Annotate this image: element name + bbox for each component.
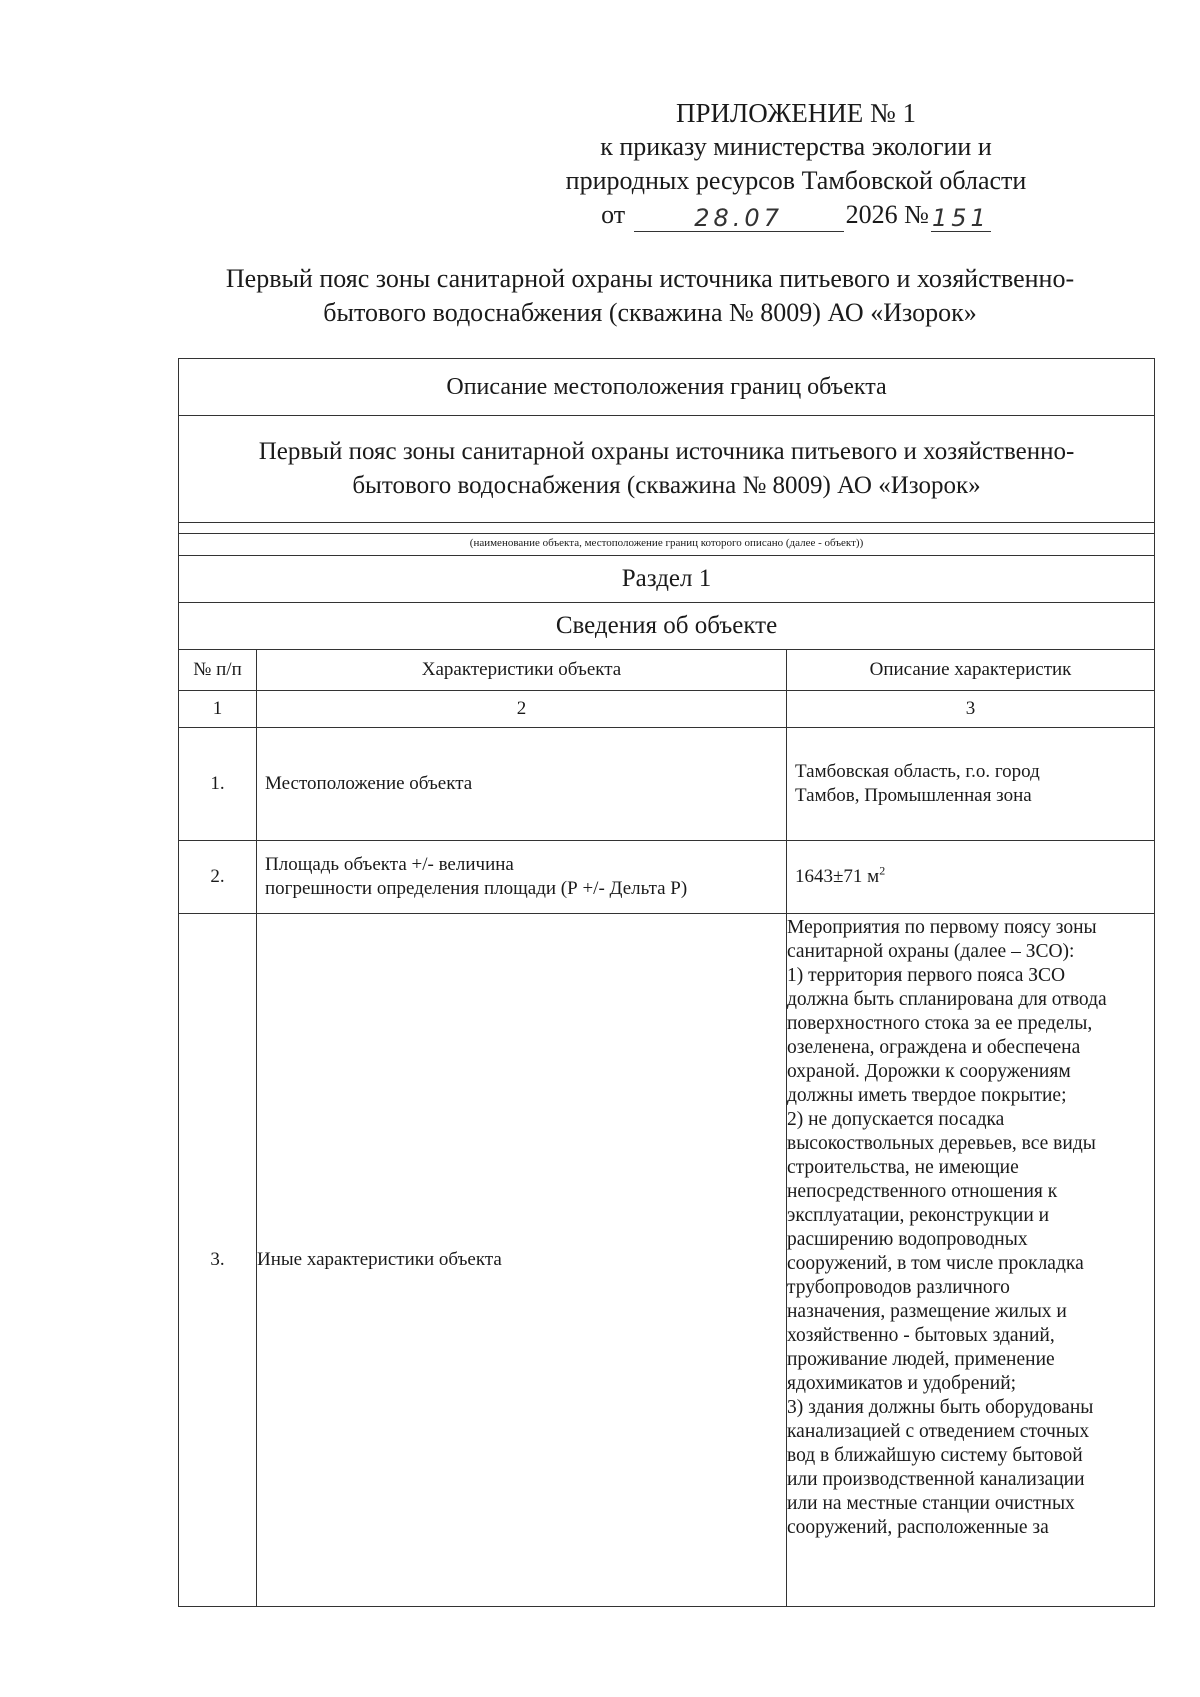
column-header-description: Описание характеристик (787, 650, 1155, 691)
description-line: поверхностного стока за ее пределы, (787, 1013, 1093, 1034)
table-header-row (179, 650, 1155, 691)
description-line: назначения, размещение жилых и (787, 1301, 1067, 1322)
document-title-line-1: Первый пояс зоны санитарной охраны источника питьевого и хозяйственно- (225, 264, 1075, 293)
handwritten-order-number: 151 (932, 204, 990, 232)
description-line: озеленена, ограждена и обеспечена (787, 1037, 1081, 1058)
row-number: 3. (179, 914, 257, 1607)
table-row (179, 728, 1155, 841)
characteristic-line: погрешности определения площади (Р +/- Дельта Р) (265, 878, 688, 899)
row-description (787, 914, 1155, 1607)
description-line: или производственной канализации (787, 1469, 1085, 1490)
description-line: вод в ближайшую систему бытовой (787, 1445, 1083, 1466)
row-number: 2. (179, 841, 257, 914)
description-line: сооружений, расположенные за (787, 1517, 1049, 1538)
description-line: 1) территория первого пояса ЗСО (787, 965, 1066, 986)
object-note-cell (179, 523, 1155, 556)
description-line: проживание людей, применение (787, 1349, 1055, 1370)
description-line: 2) не допускается посадка (787, 1109, 1005, 1130)
row-characteristic: Местоположение объекта (257, 728, 787, 841)
object-description-table (178, 358, 1155, 1607)
description-line: должны иметь твердое покрытие; (787, 1085, 1067, 1106)
column-header-number: № п/п (179, 650, 257, 691)
column-number-1: 1 (179, 691, 257, 728)
description-line: непосредственного отношения к (787, 1181, 1058, 1202)
order-line-1: к приказу министерства экологии и (600, 132, 992, 161)
description-line: Тамбов, Промышленная зона (795, 785, 1032, 806)
row-characteristic: Иные характеристики объекта (257, 914, 787, 1607)
date-prefix: от (601, 200, 626, 229)
order-date-line (536, 198, 1056, 232)
description-line: или на местные станции очистных (787, 1493, 1075, 1514)
table-row (179, 914, 1155, 1607)
description-line: 3) здания должны быть оборудованы (787, 1397, 1094, 1418)
description-line: охраной. Дорожки к сооружениям (787, 1061, 1071, 1082)
area-unit-exponent: 2 (879, 863, 886, 878)
table-row (179, 841, 1155, 914)
order-line-2: природных ресурсов Тамбовской области (565, 166, 1027, 195)
description-line: хозяйственно - бытовых зданий, (787, 1325, 1055, 1346)
column-number-3: 3 (787, 691, 1155, 728)
description-line: должна быть спланирована для отвода (787, 989, 1107, 1010)
description-line: эксплуатации, реконструкции и (787, 1205, 1050, 1226)
description-line: трубопроводов различного (787, 1277, 1010, 1298)
description-line: Мероприятия по первому поясу зоны (787, 917, 1097, 938)
description-line: сооружений, в том числе прокладка (787, 1253, 1084, 1274)
document-title (160, 262, 1140, 330)
description-line: ядохимикатов и удобрений; (787, 1373, 1017, 1394)
row-description (787, 728, 1155, 841)
object-name-line-2: бытового водоснабжения (скважина № 8009) АО «Изорок» (352, 472, 981, 499)
row-number: 1. (179, 728, 257, 841)
description-line: Тамбовская область, г.о. город (795, 761, 1040, 782)
object-name-cell (179, 416, 1155, 523)
description-line: канализацией с отведением сточных (787, 1421, 1090, 1442)
object-name-line-1: Первый пояс зоны санитарной охраны источника питьевого и хозяйственно- (258, 438, 1075, 465)
table-description-header: Описание местоположения границ объекта (179, 359, 1155, 416)
row-description (787, 841, 1155, 914)
area-value: 1643±71 м (795, 866, 880, 887)
section-title: Сведения об объекте (179, 603, 1155, 650)
order-year: 2026 № (845, 200, 929, 229)
description-line: высокоствольных деревьев, все виды (787, 1133, 1096, 1154)
appendix-title: ПРИЛОЖЕНИЕ № 1 (675, 98, 917, 128)
handwritten-date: 28.07 (694, 204, 783, 232)
appendix-header (536, 96, 1056, 232)
section-label: Раздел 1 (179, 556, 1155, 603)
column-number-2: 2 (257, 691, 787, 728)
document-title-line-2: бытового водоснабжения (скважина № 8009) АО «Изорок» (323, 298, 977, 327)
column-number-row (179, 691, 1155, 728)
row-characteristic (257, 841, 787, 914)
object-note: (наименование объекта, местоположение границ которого описано (далее - объект)) (179, 533, 1154, 550)
characteristic-line: Площадь объекта +/- величина (265, 854, 514, 875)
description-line: расширению водопроводных (787, 1229, 1028, 1250)
column-header-characteristic: Характеристики объекта (257, 650, 787, 691)
description-line: строительства, не имеющие (787, 1157, 1019, 1178)
description-line: санитарной охраны (далее – ЗСО): (787, 941, 1075, 962)
